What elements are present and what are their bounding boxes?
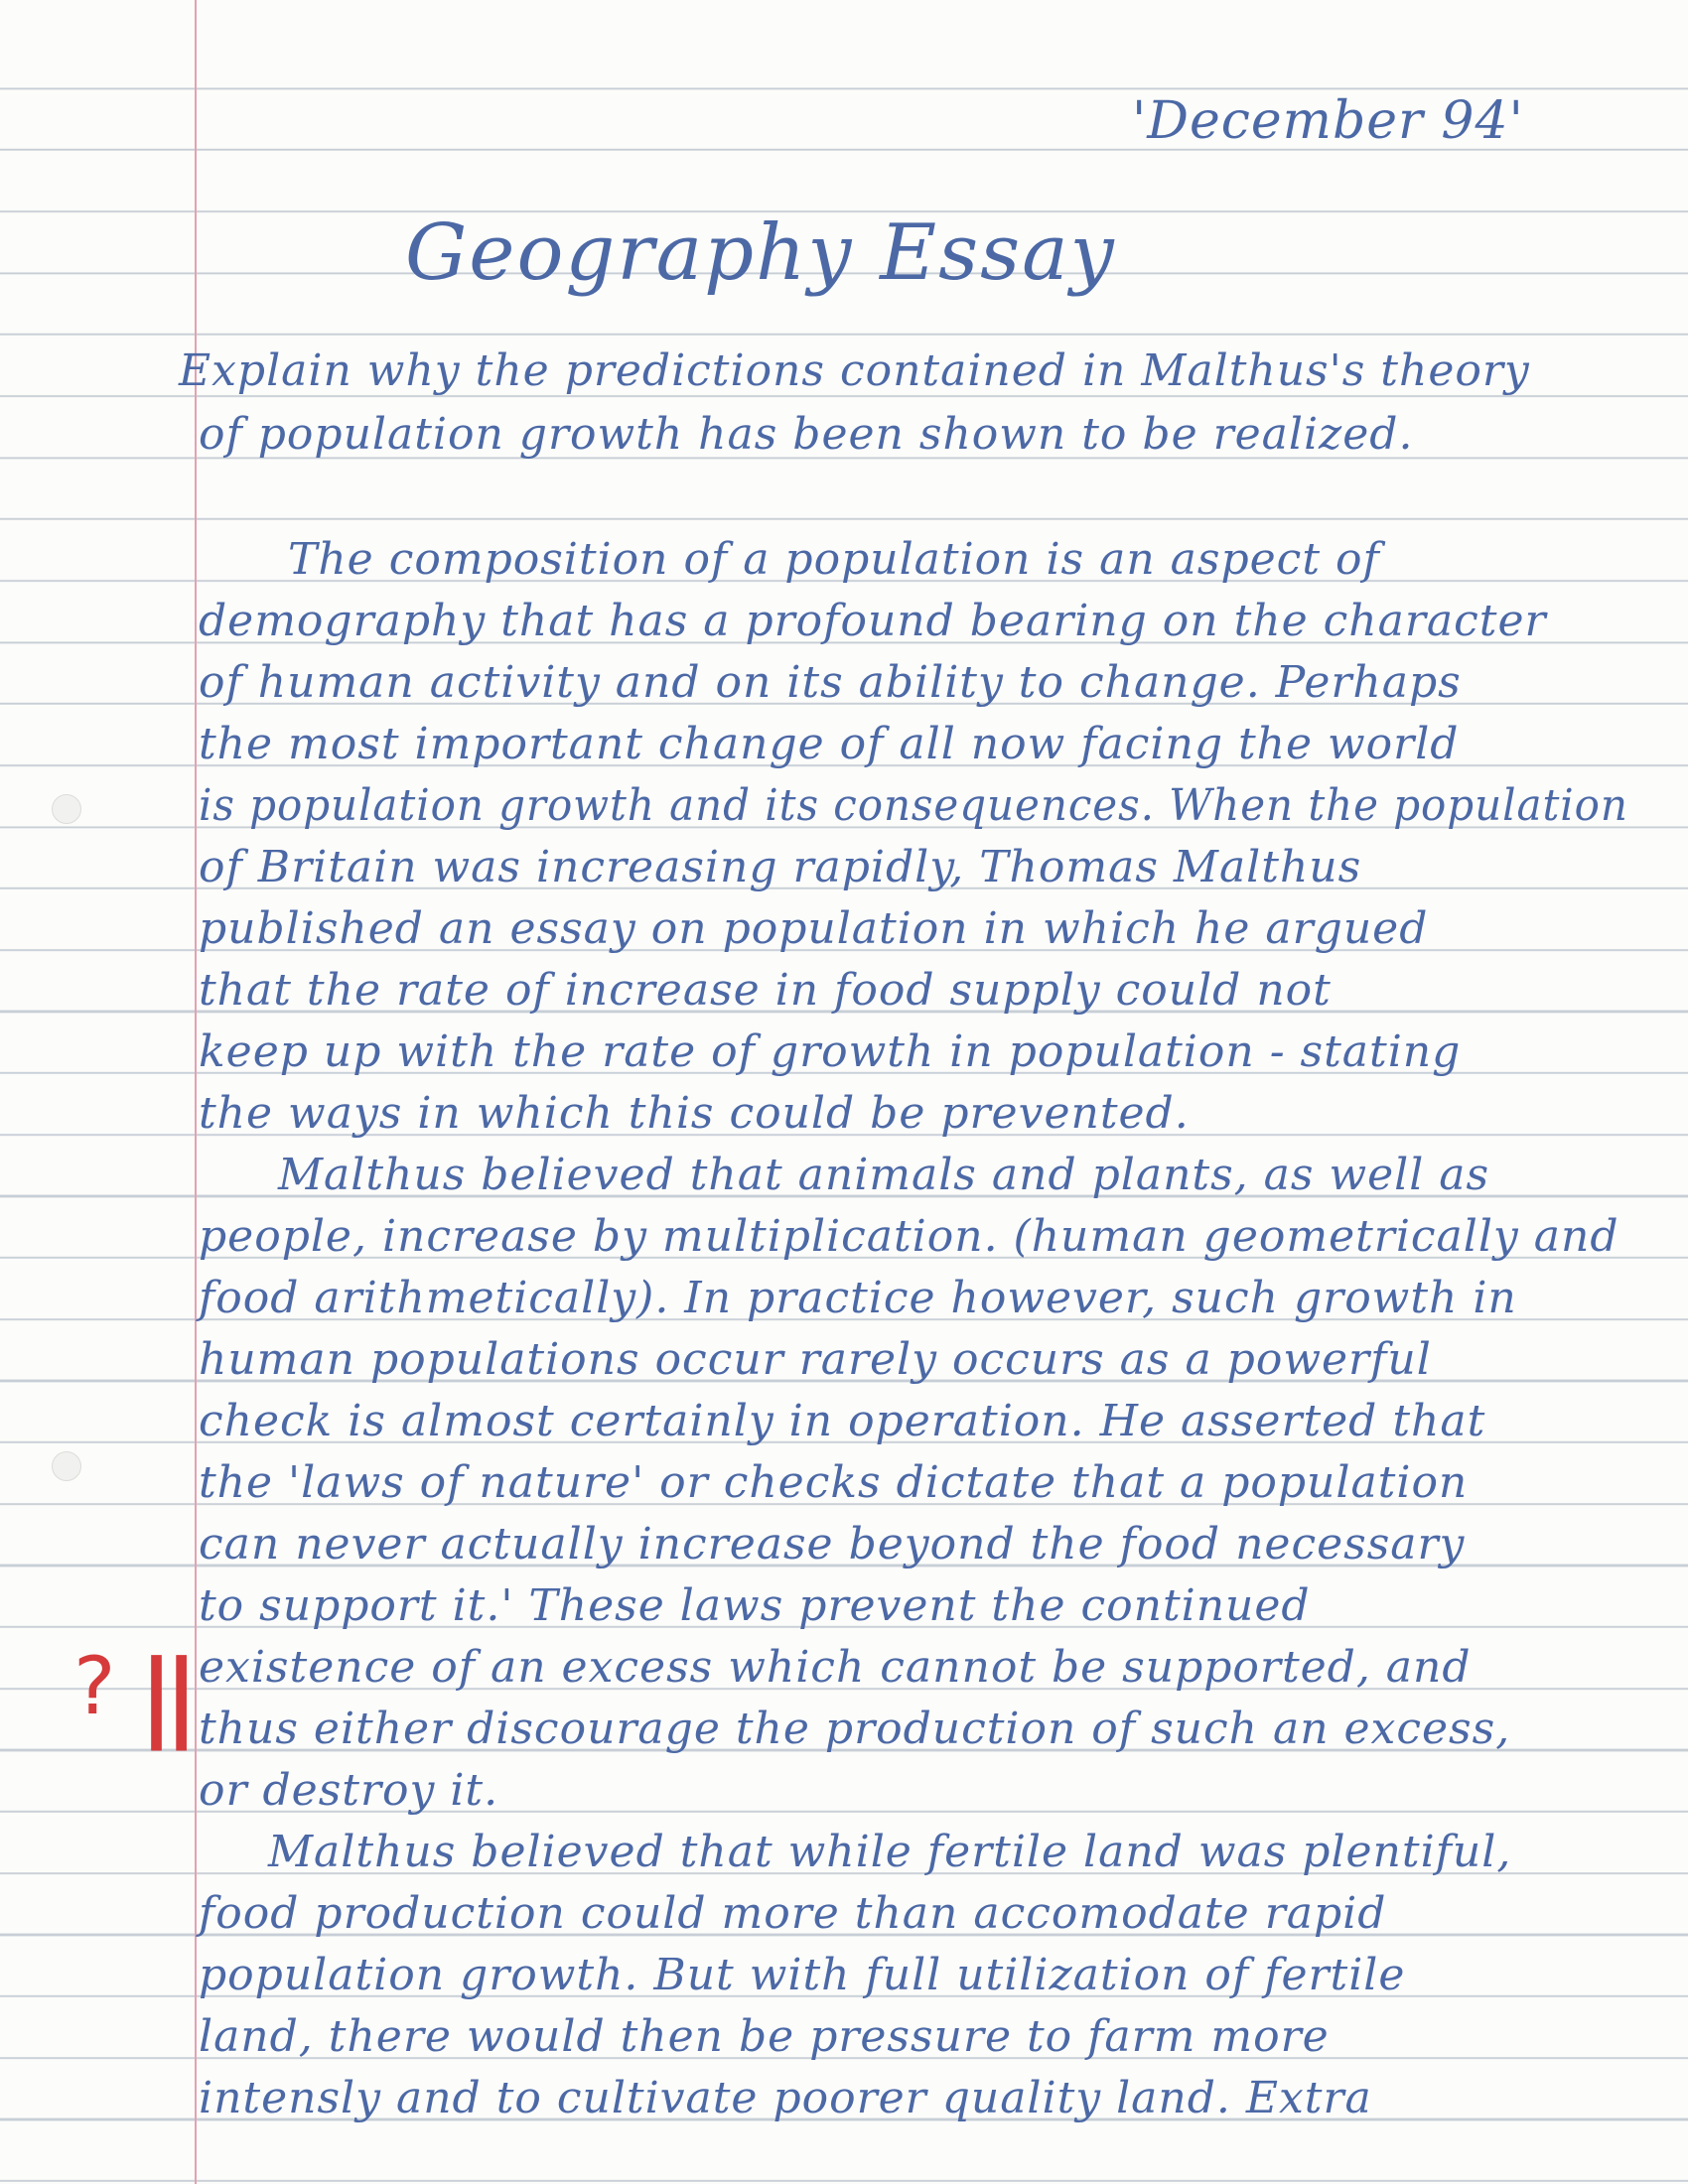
body-line: can never actually increase beyond the food necessary xyxy=(199,1519,1466,1570)
question-line: of population growth has been shown to be realized. xyxy=(199,409,1414,460)
body-line: thus either discourage the production of such an excess, xyxy=(199,1704,1511,1754)
body-line: published an essay on population in which he argued xyxy=(199,903,1429,954)
body-line: Malthus believed that while fertile land was plentiful, xyxy=(268,1827,1512,1877)
body-line: The composition of a population is an aspect of xyxy=(288,534,1380,585)
body-line: food production could more than accomodate rapid xyxy=(199,1888,1387,1939)
body-line: population growth. But with full utilization of fertile xyxy=(199,1950,1406,2000)
body-line: the ways in which this could be prevented. xyxy=(199,1088,1190,1139)
body-line: or destroy it. xyxy=(199,1765,499,1816)
body-line: keep up with the rate of growth in population - stating xyxy=(199,1026,1462,1077)
body-line: to support it.' These laws prevent the continued xyxy=(199,1580,1311,1631)
body-line: people, increase by multiplication. (human geometrically and xyxy=(199,1211,1619,1262)
body-line: existence of an excess which cannot be supported, and xyxy=(199,1642,1472,1693)
body-line: human populations occur rarely occurs as a powerful xyxy=(199,1334,1432,1385)
body-line: check is almost certainly in operation. He asserted that xyxy=(199,1396,1486,1446)
body-line: of human activity and on its ability to change. Perhaps xyxy=(199,657,1462,708)
body-line: intensly and to cultivate poorer quality land. Extra xyxy=(199,2073,1372,2123)
body-line: the 'laws of nature' or checks dictate that a population xyxy=(199,1457,1469,1508)
punch-hole xyxy=(52,794,81,824)
body-line: Malthus believed that animals and plants, as well as xyxy=(278,1150,1490,1200)
margin-line xyxy=(195,0,197,2184)
margin-bars-mark: || xyxy=(139,1640,190,1751)
body-line: that the rate of increase in food supply could not xyxy=(199,965,1332,1016)
question-line: Explain why the predictions contained in Malthus's theory xyxy=(179,345,1530,396)
essay-date: 'December 94' xyxy=(1132,91,1524,151)
body-line: food arithmetically). In practice however, such growth in xyxy=(199,1273,1517,1323)
body-line: land, there would then be pressure to farm more xyxy=(199,2011,1330,2062)
body-line: is population growth and its consequences. When the population xyxy=(199,780,1628,831)
body-line: demography that has a profound bearing on the character xyxy=(199,596,1547,646)
margin-question-mark: ? xyxy=(73,1640,116,1732)
body-line: the most important change of all now facing the world xyxy=(199,719,1460,769)
punch-hole xyxy=(52,1451,81,1481)
essay-title: Geography Essay xyxy=(405,208,1116,298)
body-line: of Britain was increasing rapidly, Thomas Malthus xyxy=(199,842,1362,892)
